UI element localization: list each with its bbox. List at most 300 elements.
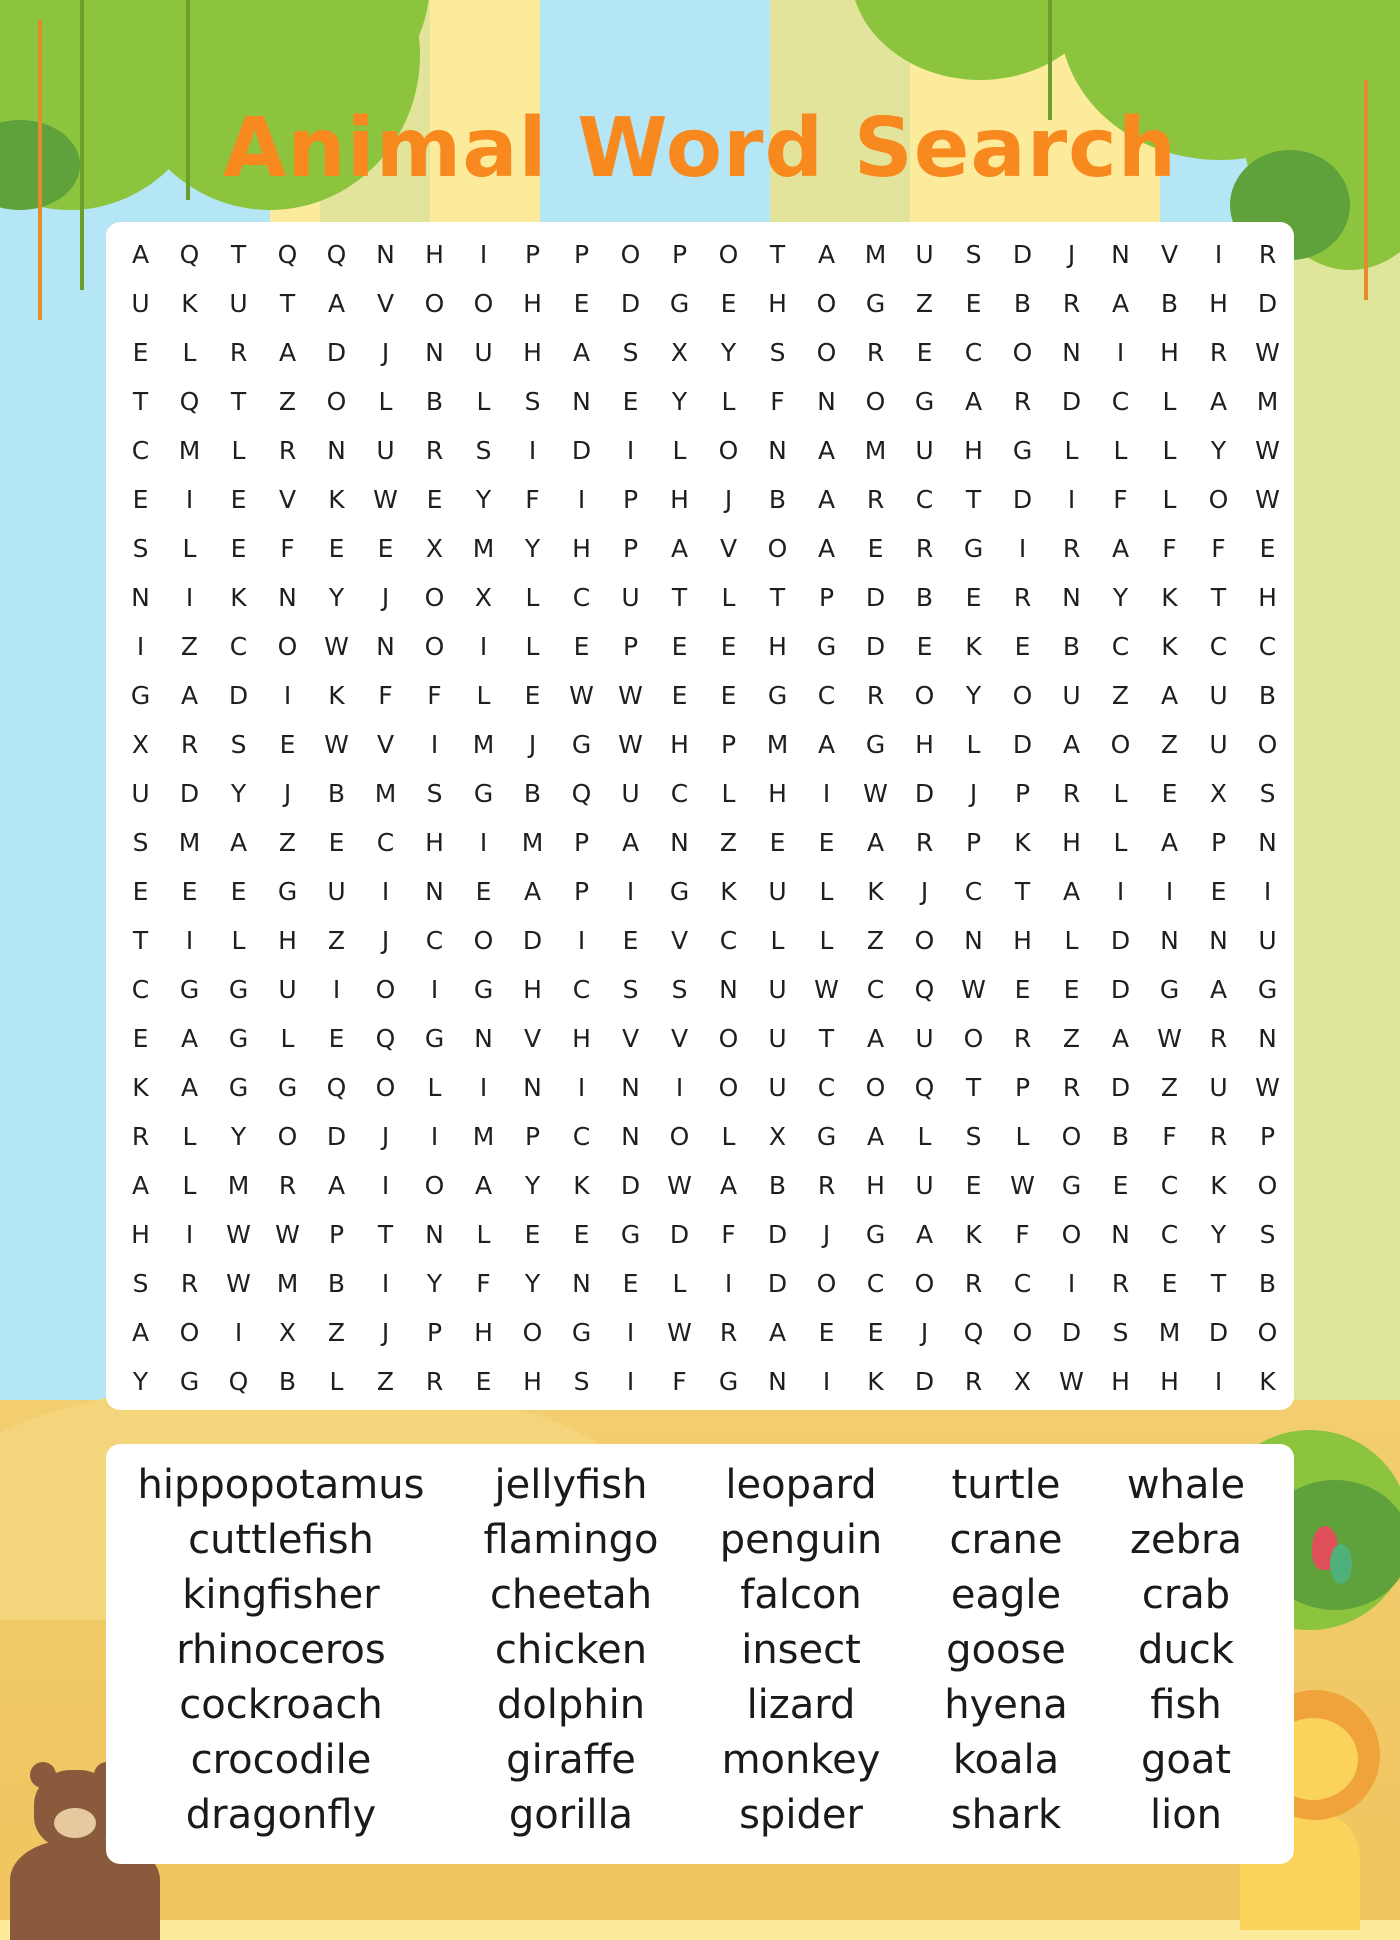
grid-letter[interactable]: J bbox=[381, 338, 390, 367]
grid-letter[interactable]: O bbox=[718, 1073, 739, 1102]
grid-letter[interactable]: P bbox=[426, 1318, 443, 1347]
grid-letter[interactable]: I bbox=[577, 485, 586, 514]
grid-letter[interactable]: A bbox=[1160, 828, 1179, 857]
grid-letter[interactable]: E bbox=[1161, 779, 1178, 808]
grid-letter[interactable]: T bbox=[230, 387, 247, 416]
grid-letter[interactable]: S bbox=[132, 1269, 149, 1298]
grid-letter[interactable]: E bbox=[1014, 975, 1031, 1004]
grid-letter[interactable]: G bbox=[571, 730, 592, 759]
grid-letter[interactable]: O bbox=[767, 534, 788, 563]
grid-letter[interactable]: L bbox=[476, 387, 491, 416]
grid-letter[interactable]: N bbox=[425, 1220, 444, 1249]
grid-letter[interactable]: R bbox=[1062, 1073, 1081, 1102]
grid-letter[interactable]: I bbox=[675, 1073, 684, 1102]
grid-letter[interactable]: M bbox=[374, 779, 397, 808]
grid-letter[interactable]: I bbox=[430, 730, 439, 759]
grid-letter[interactable]: U bbox=[376, 436, 395, 465]
grid-letter[interactable]: M bbox=[472, 730, 495, 759]
grid-letter[interactable]: S bbox=[965, 1122, 982, 1151]
grid-letter[interactable]: W bbox=[1010, 1171, 1035, 1200]
grid-letter[interactable]: V bbox=[523, 1024, 542, 1053]
grid-letter[interactable]: O bbox=[620, 240, 641, 269]
grid-letter[interactable]: B bbox=[327, 1269, 346, 1298]
grid-letter[interactable]: G bbox=[816, 632, 837, 661]
grid-letter[interactable]: U bbox=[1209, 1073, 1228, 1102]
grid-letter[interactable]: M bbox=[472, 1122, 495, 1151]
grid-letter[interactable]: T bbox=[132, 926, 149, 955]
grid-letter[interactable]: N bbox=[425, 877, 444, 906]
grid-letter[interactable]: Z bbox=[915, 289, 934, 318]
grid-letter[interactable]: L bbox=[1064, 436, 1079, 465]
grid-letter[interactable]: L bbox=[721, 583, 736, 612]
grid-letter[interactable]: I bbox=[528, 436, 537, 465]
grid-letter[interactable]: H bbox=[670, 485, 689, 514]
grid-letter[interactable]: L bbox=[770, 926, 785, 955]
grid-letter[interactable]: K bbox=[867, 1367, 884, 1396]
grid-letter[interactable]: Z bbox=[1160, 1073, 1179, 1102]
grid-letter[interactable]: O bbox=[522, 1318, 543, 1347]
grid-letter[interactable]: R bbox=[1111, 1269, 1130, 1298]
grid-letter[interactable]: G bbox=[228, 1073, 249, 1102]
grid-letter[interactable]: E bbox=[573, 289, 590, 318]
grid-letter[interactable]: Q bbox=[228, 1367, 249, 1396]
grid-letter[interactable]: F bbox=[378, 681, 393, 710]
grid-letter[interactable]: G bbox=[914, 387, 935, 416]
grid-letter[interactable]: W bbox=[1255, 485, 1280, 514]
grid-letter[interactable]: H bbox=[523, 289, 542, 318]
grid-letter[interactable]: I bbox=[381, 1269, 390, 1298]
grid-letter[interactable]: P bbox=[328, 1220, 345, 1249]
grid-letter[interactable]: I bbox=[1067, 485, 1076, 514]
grid-letter[interactable]: N bbox=[1062, 338, 1081, 367]
grid-letter[interactable]: Q bbox=[963, 1318, 984, 1347]
grid-letter[interactable]: U bbox=[1258, 926, 1277, 955]
grid-letter[interactable]: W bbox=[667, 1171, 692, 1200]
grid-letter[interactable]: H bbox=[131, 1220, 150, 1249]
grid-letter[interactable]: V bbox=[670, 926, 689, 955]
grid-letter[interactable]: N bbox=[474, 1024, 493, 1053]
grid-letter[interactable]: A bbox=[180, 1073, 199, 1102]
grid-letter[interactable]: G bbox=[277, 1073, 298, 1102]
grid-letter[interactable]: I bbox=[479, 828, 488, 857]
grid-letter[interactable]: H bbox=[523, 338, 542, 367]
grid-letter[interactable]: E bbox=[524, 1220, 541, 1249]
grid-letter[interactable]: E bbox=[426, 485, 443, 514]
grid-letter[interactable]: R bbox=[1258, 240, 1277, 269]
grid-letter[interactable]: N bbox=[817, 387, 836, 416]
grid-letter[interactable]: T bbox=[279, 289, 296, 318]
grid-letter[interactable]: P bbox=[671, 240, 688, 269]
grid-letter[interactable]: E bbox=[1210, 877, 1227, 906]
grid-letter[interactable]: G bbox=[669, 877, 690, 906]
grid-letter[interactable]: I bbox=[332, 975, 341, 1004]
grid-letter[interactable]: J bbox=[381, 926, 390, 955]
grid-letter[interactable]: H bbox=[572, 534, 591, 563]
grid-letter[interactable]: I bbox=[822, 779, 831, 808]
grid-letter[interactable]: L bbox=[1162, 436, 1177, 465]
grid-letter[interactable]: S bbox=[965, 240, 982, 269]
grid-letter[interactable]: X bbox=[768, 1122, 787, 1151]
grid-letter[interactable]: U bbox=[768, 1073, 787, 1102]
grid-letter[interactable]: E bbox=[916, 632, 933, 661]
grid-letter[interactable]: I bbox=[185, 1220, 194, 1249]
grid-letter[interactable]: H bbox=[425, 828, 444, 857]
grid-letter[interactable]: U bbox=[327, 877, 346, 906]
grid-letter[interactable]: C bbox=[866, 975, 885, 1004]
grid-letter[interactable]: A bbox=[1111, 289, 1130, 318]
grid-letter[interactable]: H bbox=[1209, 289, 1228, 318]
grid-letter[interactable]: L bbox=[182, 1122, 197, 1151]
grid-letter[interactable]: O bbox=[375, 975, 396, 1004]
grid-letter[interactable]: E bbox=[867, 534, 884, 563]
grid-letter[interactable]: G bbox=[767, 681, 788, 710]
grid-letter[interactable]: F bbox=[770, 387, 785, 416]
grid-letter[interactable]: R bbox=[1209, 1122, 1228, 1151]
grid-letter[interactable]: I bbox=[479, 632, 488, 661]
grid-letter[interactable]: W bbox=[569, 681, 594, 710]
grid-letter[interactable]: E bbox=[132, 1024, 149, 1053]
grid-letter[interactable]: O bbox=[1012, 681, 1033, 710]
grid-letter[interactable]: C bbox=[131, 436, 150, 465]
grid-letter[interactable]: A bbox=[1062, 877, 1081, 906]
grid-letter[interactable]: R bbox=[915, 534, 934, 563]
grid-letter[interactable]: C bbox=[670, 779, 689, 808]
grid-letter[interactable]: E bbox=[818, 828, 835, 857]
grid-letter[interactable]: L bbox=[280, 1024, 295, 1053]
grid-letter[interactable]: E bbox=[230, 534, 247, 563]
grid-letter[interactable]: Y bbox=[230, 1122, 247, 1151]
grid-letter[interactable]: Q bbox=[277, 240, 298, 269]
grid-letter[interactable]: R bbox=[278, 1171, 297, 1200]
grid-letter[interactable]: F bbox=[1211, 534, 1226, 563]
grid-letter[interactable]: I bbox=[283, 681, 292, 710]
grid-letter[interactable]: V bbox=[1160, 240, 1179, 269]
grid-letter[interactable]: C bbox=[915, 485, 934, 514]
grid-letter[interactable]: K bbox=[867, 877, 884, 906]
grid-letter[interactable]: B bbox=[425, 387, 444, 416]
grid-letter[interactable]: H bbox=[425, 240, 444, 269]
grid-letter[interactable]: V bbox=[376, 730, 395, 759]
grid-letter[interactable]: R bbox=[1209, 1024, 1228, 1053]
grid-letter[interactable]: L bbox=[525, 632, 540, 661]
grid-letter[interactable]: H bbox=[768, 632, 787, 661]
grid-letter[interactable]: N bbox=[523, 1073, 542, 1102]
grid-letter[interactable]: Q bbox=[179, 240, 200, 269]
grid-letter[interactable]: Q bbox=[914, 1073, 935, 1102]
grid-letter[interactable]: E bbox=[965, 1171, 982, 1200]
grid-letter[interactable]: N bbox=[131, 583, 150, 612]
grid-letter[interactable]: H bbox=[866, 1171, 885, 1200]
grid-letter[interactable]: P bbox=[818, 583, 835, 612]
grid-letter[interactable]: O bbox=[718, 240, 739, 269]
grid-letter[interactable]: V bbox=[719, 534, 738, 563]
grid-letter[interactable]: I bbox=[1116, 338, 1125, 367]
grid-letter[interactable]: O bbox=[375, 1073, 396, 1102]
grid-letter[interactable]: U bbox=[278, 975, 297, 1004]
grid-letter[interactable]: B bbox=[1062, 632, 1081, 661]
grid-letter[interactable]: E bbox=[818, 1318, 835, 1347]
grid-letter[interactable]: S bbox=[671, 975, 688, 1004]
grid-letter[interactable]: H bbox=[474, 1318, 493, 1347]
grid-letter[interactable]: G bbox=[228, 1024, 249, 1053]
grid-letter[interactable]: U bbox=[131, 289, 150, 318]
grid-letter[interactable]: D bbox=[767, 1220, 788, 1249]
grid-letter[interactable]: J bbox=[920, 1318, 929, 1347]
grid-letter[interactable]: D bbox=[1110, 926, 1131, 955]
grid-letter[interactable]: T bbox=[671, 583, 688, 612]
grid-letter[interactable]: H bbox=[278, 926, 297, 955]
grid-letter[interactable]: A bbox=[131, 1171, 150, 1200]
grid-letter[interactable]: D bbox=[179, 779, 200, 808]
grid-letter[interactable]: G bbox=[228, 975, 249, 1004]
grid-letter[interactable]: G bbox=[1159, 975, 1180, 1004]
grid-letter[interactable]: B bbox=[327, 779, 346, 808]
grid-letter[interactable]: O bbox=[277, 1122, 298, 1151]
grid-letter[interactable]: G bbox=[277, 877, 298, 906]
grid-letter[interactable]: N bbox=[1258, 828, 1277, 857]
grid-letter[interactable]: E bbox=[622, 1269, 639, 1298]
grid-letter[interactable]: E bbox=[965, 583, 982, 612]
grid-letter[interactable]: R bbox=[866, 485, 885, 514]
grid-letter[interactable]: O bbox=[1012, 1318, 1033, 1347]
grid-letter[interactable]: D bbox=[669, 1220, 690, 1249]
grid-letter[interactable]: T bbox=[769, 240, 786, 269]
grid-letter[interactable]: G bbox=[1061, 1171, 1082, 1200]
grid-letter[interactable]: X bbox=[131, 730, 150, 759]
grid-letter[interactable]: K bbox=[965, 1220, 982, 1249]
grid-letter[interactable]: M bbox=[178, 436, 201, 465]
grid-letter[interactable]: D bbox=[1061, 1318, 1082, 1347]
grid-letter[interactable]: F bbox=[525, 485, 540, 514]
grid-letter[interactable]: N bbox=[327, 436, 346, 465]
grid-letter[interactable]: B bbox=[915, 583, 934, 612]
grid-letter[interactable]: J bbox=[283, 779, 292, 808]
grid-letter[interactable]: X bbox=[1013, 1367, 1032, 1396]
grid-letter[interactable]: X bbox=[670, 338, 689, 367]
grid-letter[interactable]: T bbox=[1210, 583, 1227, 612]
grid-letter[interactable]: F bbox=[672, 1367, 687, 1396]
grid-letter[interactable]: K bbox=[328, 485, 345, 514]
grid-letter[interactable]: Z bbox=[719, 828, 738, 857]
grid-letter[interactable]: B bbox=[1160, 289, 1179, 318]
grid-letter[interactable]: F bbox=[1113, 485, 1128, 514]
grid-letter[interactable]: S bbox=[573, 1367, 590, 1396]
grid-letter[interactable]: L bbox=[182, 1171, 197, 1200]
grid-letter[interactable]: E bbox=[1014, 632, 1031, 661]
grid-letter[interactable]: F bbox=[427, 681, 442, 710]
grid-letter[interactable]: U bbox=[768, 975, 787, 1004]
grid-letter[interactable]: E bbox=[573, 632, 590, 661]
grid-letter[interactable]: O bbox=[1061, 1122, 1082, 1151]
grid-letter[interactable]: T bbox=[965, 1073, 982, 1102]
grid-letter[interactable]: L bbox=[231, 436, 246, 465]
grid-letter[interactable]: U bbox=[474, 338, 493, 367]
grid-letter[interactable]: E bbox=[377, 534, 394, 563]
grid-letter[interactable]: C bbox=[1160, 1220, 1179, 1249]
grid-letter[interactable]: A bbox=[817, 730, 836, 759]
grid-letter[interactable]: N bbox=[278, 583, 297, 612]
grid-letter[interactable]: P bbox=[573, 877, 590, 906]
grid-letter[interactable]: L bbox=[476, 1220, 491, 1249]
grid-letter[interactable]: S bbox=[230, 730, 247, 759]
grid-letter[interactable]: D bbox=[326, 338, 347, 367]
grid-letter[interactable]: Q bbox=[179, 387, 200, 416]
grid-letter[interactable]: S bbox=[524, 387, 541, 416]
grid-letter[interactable]: Z bbox=[1160, 730, 1179, 759]
grid-letter[interactable]: N bbox=[719, 975, 738, 1004]
grid-letter[interactable]: F bbox=[1162, 534, 1177, 563]
grid-letter[interactable]: Z bbox=[278, 828, 297, 857]
grid-letter[interactable]: P bbox=[1259, 1122, 1276, 1151]
grid-letter[interactable]: Z bbox=[327, 926, 346, 955]
grid-letter[interactable]: M bbox=[864, 436, 887, 465]
grid-letter[interactable]: U bbox=[1062, 681, 1081, 710]
grid-letter[interactable]: D bbox=[1061, 387, 1082, 416]
grid-letter[interactable]: N bbox=[376, 632, 395, 661]
grid-letter[interactable]: R bbox=[425, 1367, 444, 1396]
grid-letter[interactable]: A bbox=[1111, 534, 1130, 563]
grid-letter[interactable]: H bbox=[1111, 1367, 1130, 1396]
grid-letter[interactable]: R bbox=[131, 1122, 150, 1151]
grid-letter[interactable]: A bbox=[866, 1122, 885, 1151]
grid-letter[interactable]: X bbox=[474, 583, 493, 612]
grid-letter[interactable]: T bbox=[1014, 877, 1031, 906]
grid-letter[interactable]: Y bbox=[671, 387, 688, 416]
grid-letter[interactable]: W bbox=[618, 681, 643, 710]
grid-letter[interactable]: I bbox=[1214, 1367, 1223, 1396]
grid-letter[interactable]: E bbox=[475, 877, 492, 906]
grid-letter[interactable]: E bbox=[1259, 534, 1276, 563]
grid-letter[interactable]: A bbox=[621, 828, 640, 857]
grid-letter[interactable]: D bbox=[571, 436, 592, 465]
grid-letter[interactable]: L bbox=[1162, 387, 1177, 416]
grid-letter[interactable]: E bbox=[181, 877, 198, 906]
grid-letter[interactable]: W bbox=[275, 1220, 300, 1249]
grid-letter[interactable]: U bbox=[131, 779, 150, 808]
grid-letter[interactable]: Y bbox=[524, 534, 541, 563]
grid-letter[interactable]: D bbox=[522, 926, 543, 955]
grid-letter[interactable]: Z bbox=[866, 926, 885, 955]
grid-letter[interactable]: I bbox=[381, 877, 390, 906]
grid-letter[interactable]: T bbox=[818, 1024, 835, 1053]
grid-letter[interactable]: C bbox=[131, 975, 150, 1004]
grid-letter[interactable]: Y bbox=[1210, 436, 1227, 465]
grid-letter[interactable]: O bbox=[277, 632, 298, 661]
grid-letter[interactable]: B bbox=[1111, 1122, 1130, 1151]
grid-letter[interactable]: Q bbox=[914, 975, 935, 1004]
grid-letter[interactable]: C bbox=[964, 338, 983, 367]
grid-letter[interactable]: U bbox=[768, 877, 787, 906]
grid-letter[interactable]: A bbox=[1209, 387, 1228, 416]
grid-letter[interactable]: U bbox=[768, 1024, 787, 1053]
grid-letter[interactable]: H bbox=[1013, 926, 1032, 955]
grid-letter[interactable]: E bbox=[867, 1318, 884, 1347]
grid-letter[interactable]: P bbox=[622, 632, 639, 661]
grid-letter[interactable]: H bbox=[523, 1367, 542, 1396]
grid-letter[interactable]: A bbox=[768, 1318, 787, 1347]
grid-letter[interactable]: I bbox=[234, 1318, 243, 1347]
grid-letter[interactable]: P bbox=[720, 730, 737, 759]
grid-letter[interactable]: D bbox=[1012, 730, 1033, 759]
grid-letter[interactable]: W bbox=[1255, 338, 1280, 367]
grid-letter[interactable]: D bbox=[1012, 240, 1033, 269]
grid-letter[interactable]: P bbox=[524, 240, 541, 269]
grid-letter[interactable]: T bbox=[1210, 1269, 1227, 1298]
grid-letter[interactable]: J bbox=[381, 1122, 390, 1151]
grid-letter[interactable]: R bbox=[1013, 583, 1032, 612]
grid-letter[interactable]: G bbox=[669, 289, 690, 318]
grid-letter[interactable]: F bbox=[721, 1220, 736, 1249]
grid-letter[interactable]: G bbox=[1012, 436, 1033, 465]
grid-letter[interactable]: E bbox=[1161, 1269, 1178, 1298]
grid-letter[interactable]: C bbox=[817, 681, 836, 710]
grid-letter[interactable]: D bbox=[1012, 485, 1033, 514]
grid-letter[interactable]: L bbox=[1015, 1122, 1030, 1151]
grid-letter[interactable]: M bbox=[276, 1269, 299, 1298]
grid-letter[interactable]: E bbox=[720, 289, 737, 318]
grid-letter[interactable]: I bbox=[185, 926, 194, 955]
grid-letter[interactable]: E bbox=[475, 1367, 492, 1396]
grid-letter[interactable]: Y bbox=[426, 1269, 443, 1298]
grid-letter[interactable]: L bbox=[1113, 779, 1128, 808]
grid-letter[interactable]: O bbox=[718, 1024, 739, 1053]
grid-letter[interactable]: L bbox=[378, 387, 393, 416]
grid-letter[interactable]: C bbox=[572, 1122, 591, 1151]
grid-letter[interactable]: S bbox=[622, 338, 639, 367]
grid-letter[interactable]: E bbox=[671, 632, 688, 661]
grid-letter[interactable]: E bbox=[671, 681, 688, 710]
grid-letter[interactable]: W bbox=[667, 1318, 692, 1347]
grid-letter[interactable]: C bbox=[1013, 1269, 1032, 1298]
grid-letter[interactable]: E bbox=[916, 338, 933, 367]
grid-letter[interactable]: W bbox=[863, 779, 888, 808]
grid-letter[interactable]: G bbox=[473, 975, 494, 1004]
grid-letter[interactable]: F bbox=[476, 1269, 491, 1298]
grid-letter[interactable]: J bbox=[528, 730, 537, 759]
grid-letter[interactable]: I bbox=[136, 632, 145, 661]
grid-letter[interactable]: I bbox=[479, 1073, 488, 1102]
grid-letter[interactable]: R bbox=[964, 1367, 983, 1396]
grid-letter[interactable]: N bbox=[572, 387, 591, 416]
grid-letter[interactable]: A bbox=[229, 828, 248, 857]
grid-letter[interactable]: P bbox=[573, 240, 590, 269]
grid-letter[interactable]: I bbox=[822, 1367, 831, 1396]
grid-letter[interactable]: L bbox=[476, 681, 491, 710]
grid-letter[interactable]: B bbox=[1013, 289, 1032, 318]
grid-letter[interactable]: A bbox=[180, 1024, 199, 1053]
grid-letter[interactable]: O bbox=[326, 387, 347, 416]
grid-letter[interactable]: E bbox=[328, 1024, 345, 1053]
grid-letter[interactable]: L bbox=[672, 1269, 687, 1298]
grid-letter[interactable]: C bbox=[572, 975, 591, 1004]
grid-letter[interactable]: O bbox=[816, 1269, 837, 1298]
grid-letter[interactable]: E bbox=[1112, 1171, 1129, 1200]
grid-letter[interactable]: U bbox=[621, 583, 640, 612]
grid-letter[interactable]: L bbox=[1162, 485, 1177, 514]
grid-letter[interactable]: O bbox=[424, 583, 445, 612]
grid-letter[interactable]: C bbox=[1160, 1171, 1179, 1200]
grid-letter[interactable]: W bbox=[324, 632, 349, 661]
grid-letter[interactable]: I bbox=[430, 975, 439, 1004]
grid-letter[interactable]: L bbox=[427, 1073, 442, 1102]
grid-letter[interactable]: N bbox=[670, 828, 689, 857]
grid-letter[interactable]: E bbox=[573, 1220, 590, 1249]
grid-letter[interactable]: H bbox=[964, 436, 983, 465]
grid-letter[interactable]: P bbox=[1210, 828, 1227, 857]
grid-letter[interactable]: W bbox=[226, 1220, 251, 1249]
grid-letter[interactable]: D bbox=[1110, 975, 1131, 1004]
grid-letter[interactable]: Q bbox=[326, 1073, 347, 1102]
